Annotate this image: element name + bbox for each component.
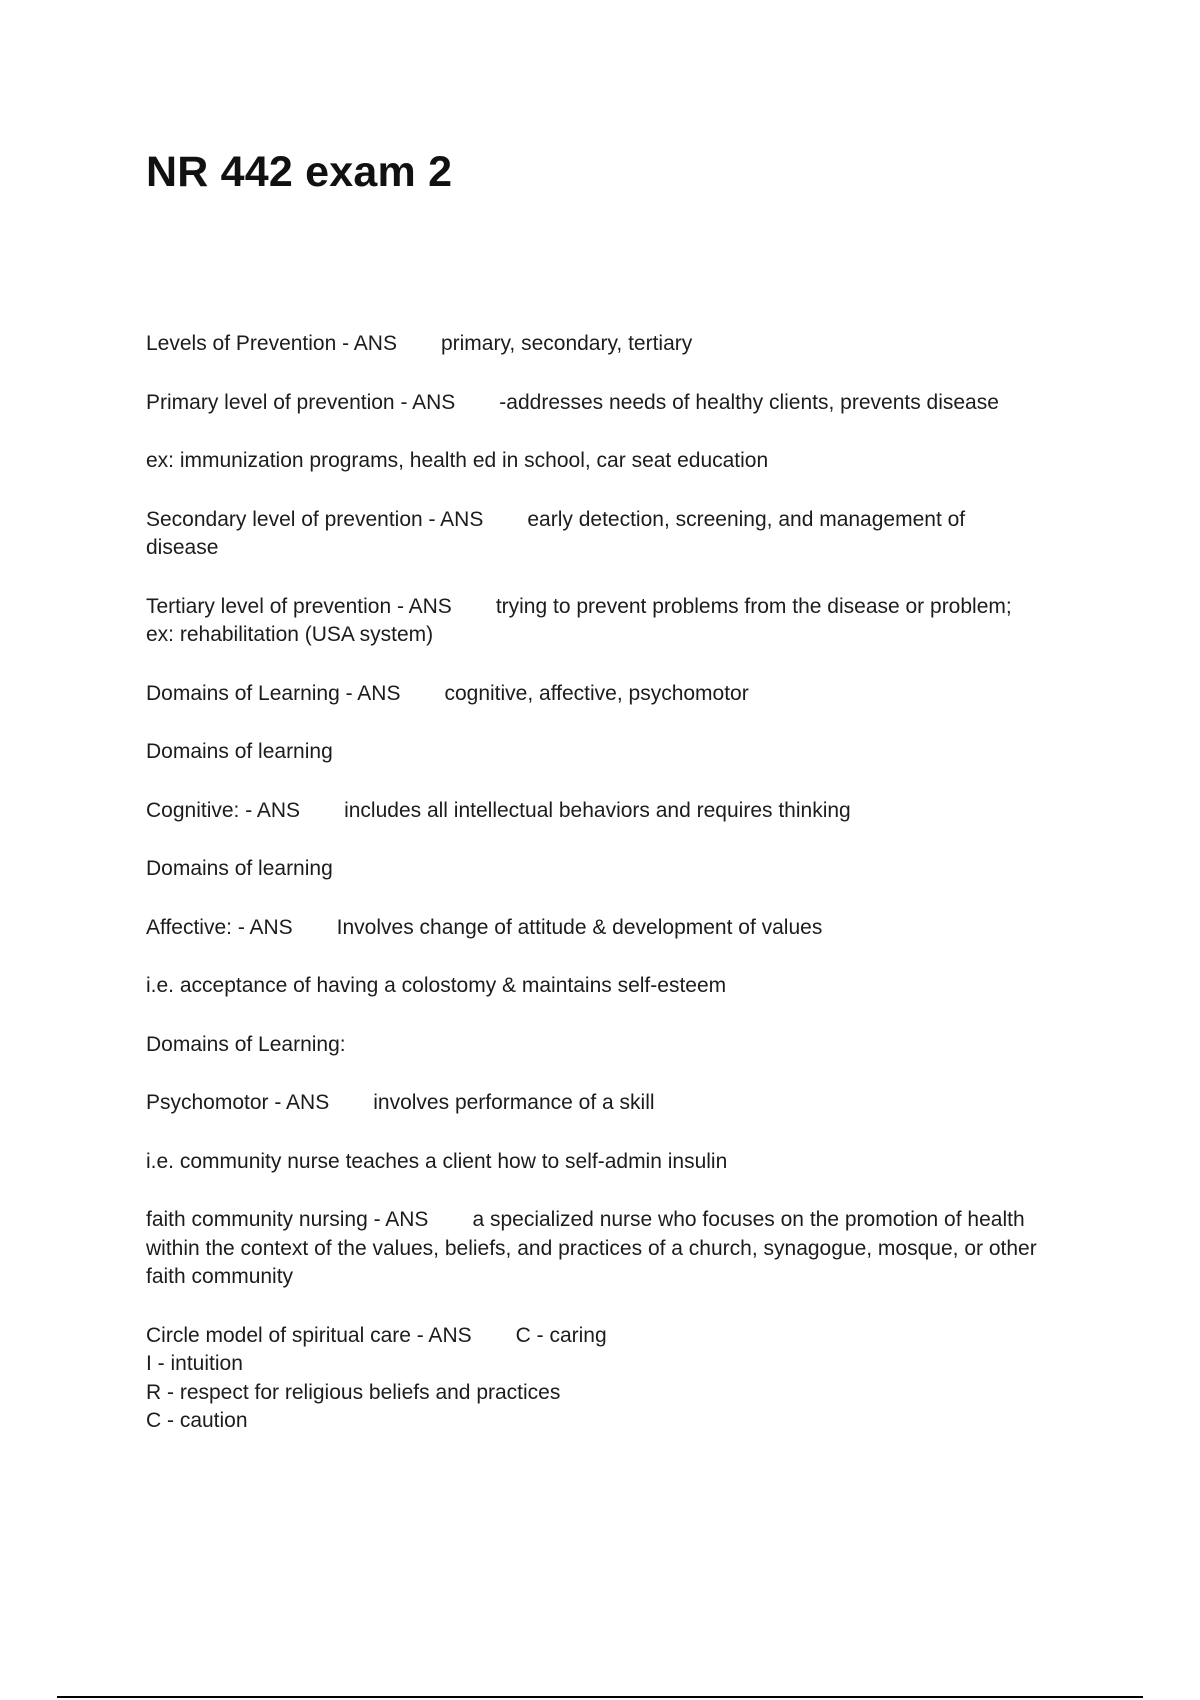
entry-heading: Domains of learning [146,740,333,763]
entry-continuation: ex: rehabilitation (USA system) [146,623,434,646]
entry-continuation: C - caution [146,1409,248,1432]
entry-term: Primary level of prevention - ANS [146,390,456,414]
entry-answer: C - caring [515,1323,607,1347]
entry-term: Domains of Learning - ANS [146,681,401,705]
document-title: NR 442 exam 2 [146,148,453,196]
entry-term: Psychomotor - ANS [146,1091,330,1114]
flashcard-entry [146,914,1096,943]
entry-heading: Domains of Learning: [146,1032,346,1056]
entry-note: i.e. acceptance of having a colostomy & maintains self-esteem [146,974,727,997]
entry-answer: primary, secondary, tertiary [440,332,693,355]
flashcard-entry [146,680,1096,709]
entry-answer: involves performance of a skill [373,1091,655,1114]
entry-answer: -addresses needs of healthy clients, prevents disease [499,390,999,414]
entry-continuation: faith community [146,1265,294,1288]
entry-term: faith community nursing - ANS [146,1208,429,1231]
flashcard-entry [146,1206,1096,1292]
entry-term: Affective: - ANS [146,915,293,939]
entry-term: Secondary level of prevention - ANS [146,507,484,531]
flashcard-entry [146,1089,1096,1118]
flashcard-entry [146,797,1096,826]
entry-answer: a specialized nurse who focuses on the promotion of health [472,1208,1025,1231]
entry-continuation: R - respect for religious beliefs and practices [146,1380,561,1404]
flashcard-entry [146,506,1096,563]
entry-answer: trying to prevent problems from the disease or problem; [495,594,1012,618]
entry-note: ex: immunization programs, health ed in school, car seat education [146,449,769,472]
flashcard-entry [146,389,1096,418]
entry-continuation: within the context of the values, beliefs, and practices of a church, synagogue, mosque, or other [146,1236,1037,1260]
entry-answer: Involves change of attitude & development of values [336,915,823,939]
entry-continuation: disease [146,536,219,559]
entry-term: Levels of Prevention - ANS [146,332,397,355]
flashcard-entry [146,1322,1096,1436]
entry-note: i.e. community nurse teaches a client how to self-admin insulin [146,1149,728,1173]
entry-answer: includes all intellectual behaviors and requires thinking [344,798,851,822]
entry-term: Tertiary level of prevention - ANS [146,594,452,618]
entry-heading: Domains of learning [146,857,333,880]
entry-term: Circle model of spiritual care - ANS [146,1323,472,1347]
flashcard-list [146,330,1096,1466]
flashcard-entry [146,330,1096,359]
entry-term: Cognitive: - ANS [146,798,301,822]
flashcard-entry [146,593,1096,650]
entry-answer: early detection, screening, and management of [527,507,966,531]
footer-divider [57,1696,1143,1698]
entry-answer: cognitive, affective, psychomotor [444,681,749,705]
entry-continuation: I - intuition [146,1352,243,1375]
